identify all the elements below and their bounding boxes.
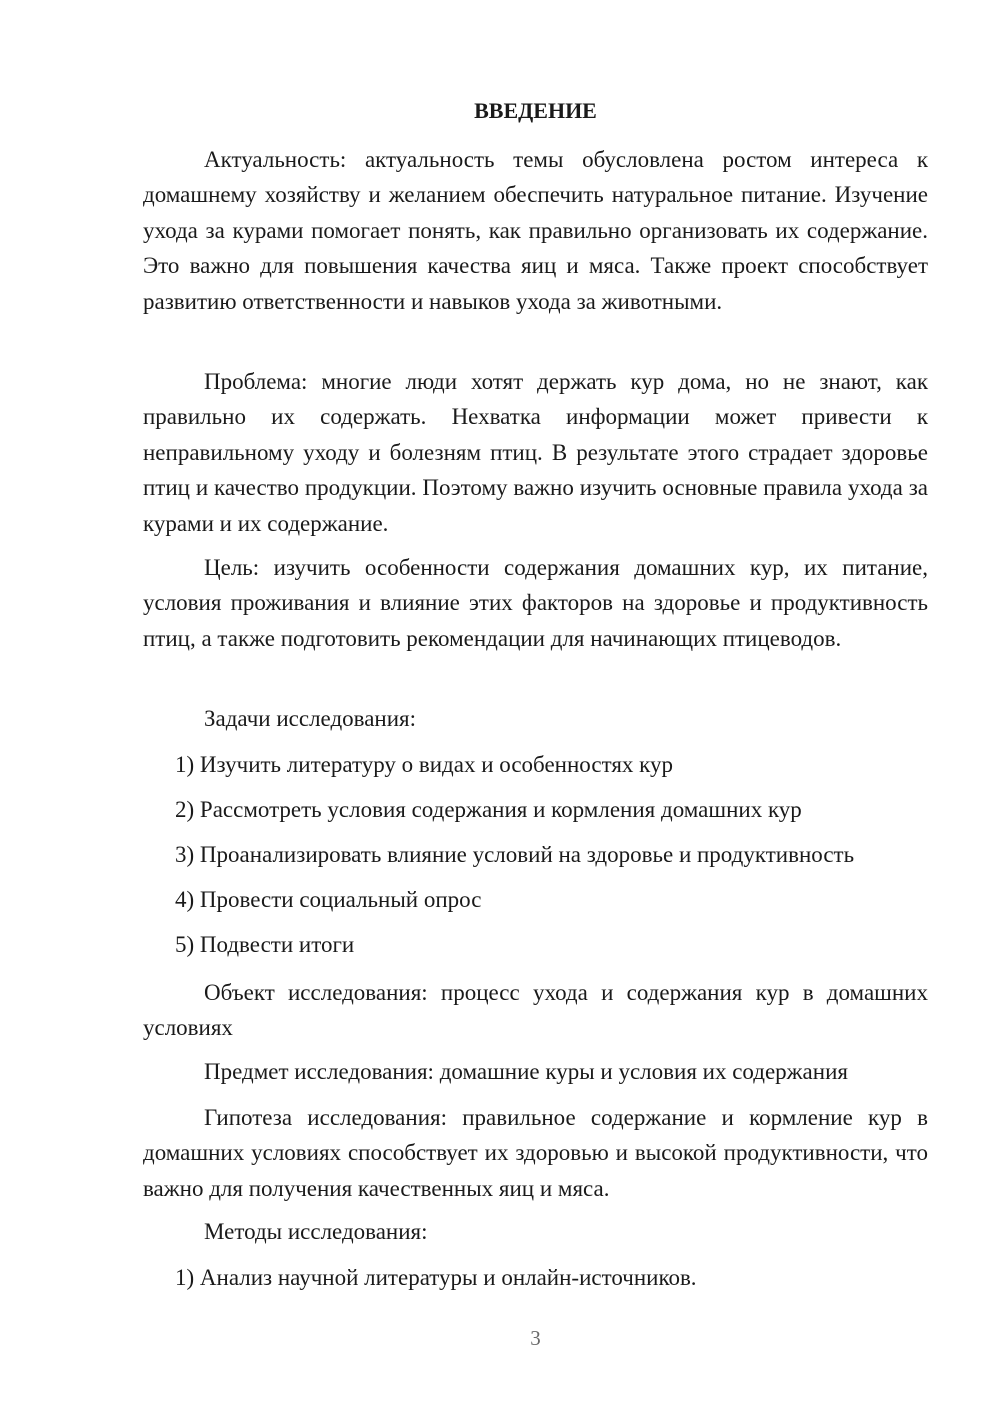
methods-heading: Методы исследования: <box>204 1219 428 1244</box>
paragraph-goal: Цель: изучить особенности содержания домашних кур, их питание, условия проживания и влияние этих факторов на здоровье и продуктивность птиц, а также подготовить рекомендации для начинающих птицеводов. <box>143 555 928 651</box>
method-item-1: 1) Анализ научной литературы и онлайн-источников. <box>175 1265 697 1290</box>
task-item-3: 3) Проанализировать влияние условий на здоровье и продуктивность <box>175 842 855 867</box>
tasks-heading: Задачи исследования: <box>204 706 417 731</box>
task-item-2: 2) Рассмотреть условия содержания и кормления домашних кур <box>175 797 802 822</box>
task-item-1: 1) Изучить литературу о видах и особенностях кур <box>175 752 673 777</box>
paragraph-problem: Проблема: многие люди хотят держать кур дома, но не знают, как правильно их содержать. Нехватка информации может привести к неправильному уходу и болезням птиц. В результате этого страдает здоровье птиц и качество продукции. Поэтому важно изучить основные правила ухода за курами и их содержание. <box>143 369 928 536</box>
paragraph-relevance: Актуальность: актуальность темы обусловлена ростом интереса к домашнему хозяйству и желанием обеспечить натуральное питание. Изучение ухода за курами помогает понять, как правильно организовать их содержание. Это важно для повышения качества яиц и мяса. Также проект способствует развитию ответственности и навыков ухода за животными. <box>143 147 928 314</box>
paragraph-subject: Предмет исследования: домашние куры и условия их содержания <box>204 1059 848 1084</box>
paragraph-object: Объект исследования: процесс ухода и содержания кур в домашних условиях <box>143 980 928 1041</box>
paragraph-hypothesis: Гипотеза исследования: правильное содержание и кормление кур в домашних условиях способствует их здоровью и высокой продуктивности, что важно для получения качественных яиц и мяса. <box>143 1105 928 1201</box>
task-item-4: 4) Провести социальный опрос <box>175 887 482 912</box>
section-heading: ВВЕДЕНИЕ <box>474 98 597 123</box>
task-item-5: 5) Подвести итоги <box>175 932 355 957</box>
page-number: 3 <box>530 1326 541 1350</box>
